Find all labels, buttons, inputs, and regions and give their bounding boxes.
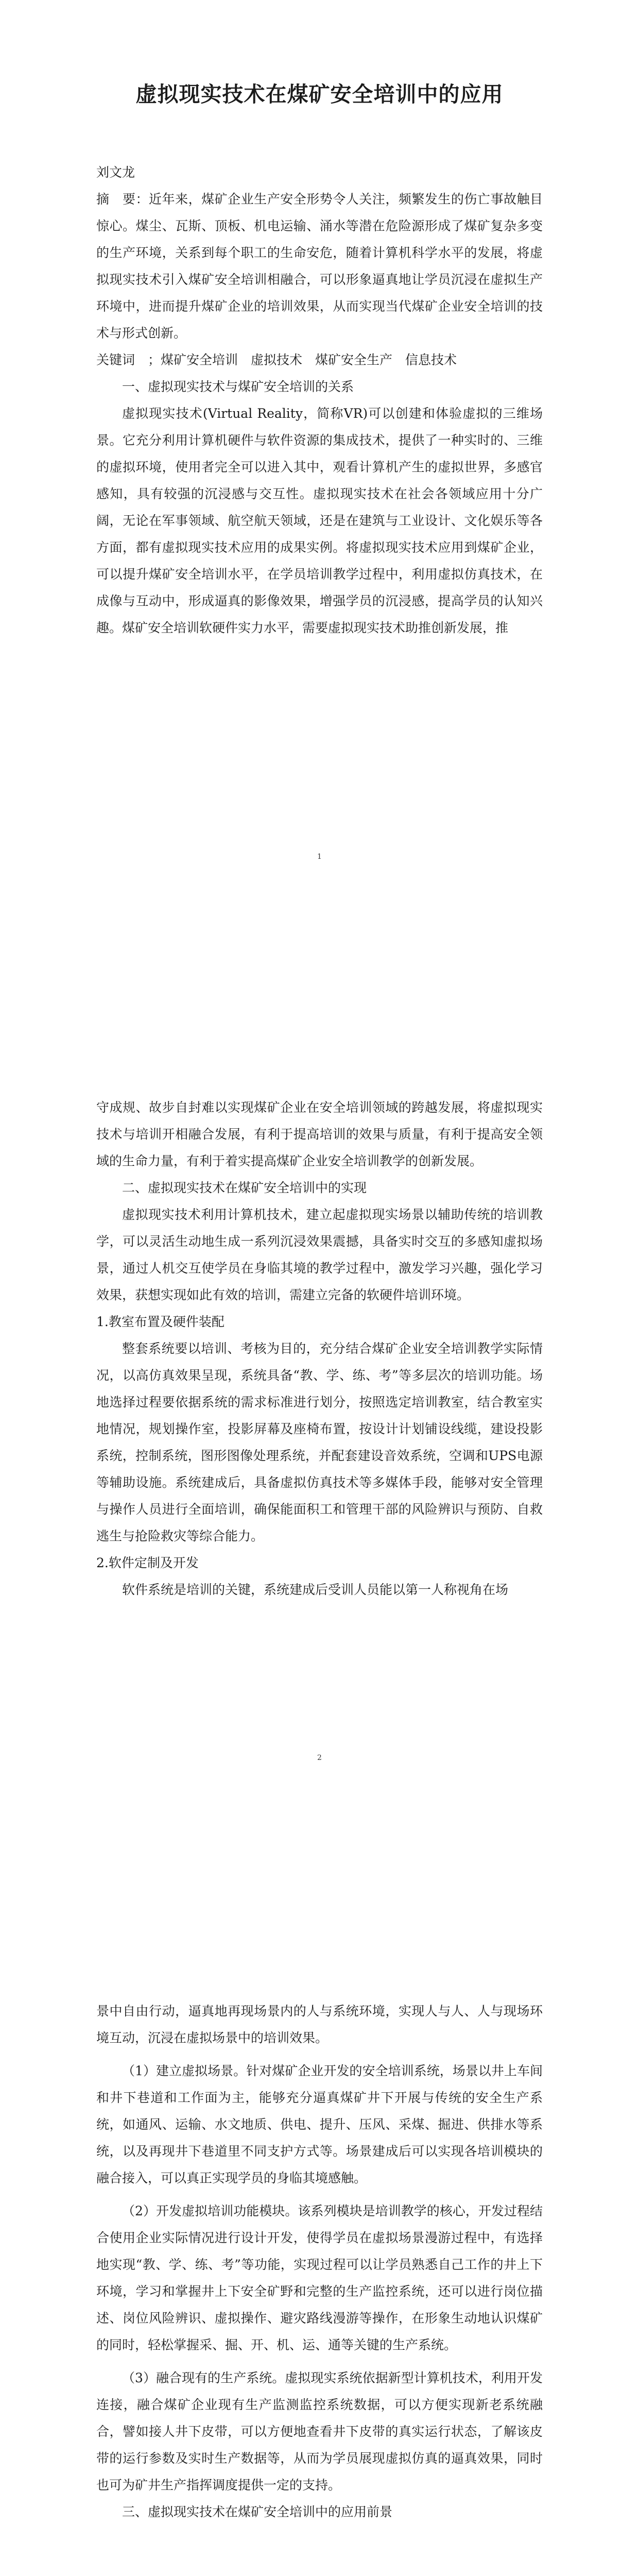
document-page-3 [0,1807,639,2576]
page-1-content [96,77,543,641]
paragraph-continuation: 景中自由行动，逼真地再现场景内的人与系统环境，实现人与人、人与现场环境互动，沉浸在虚拟场景中的培训效果。 [96,2004,543,2045]
section-1-paragraph: 虚拟现实技术(Virtual Reality，简称VR)可以创建和体验虚拟的三维场景。它充分利用计算机硬件与软件资源的集成技术，提供了一种实时的、三维的虚拟环境，使用者完全可以进入其中，观看计算机产生的虚拟世界，多感官感知，具有较强的沉浸感与交互性。虚拟现实技术在社会各领域应用十分广阔，无论在军事领域、航空航天领域，还是在建筑与工业设计、文化娱乐等各方面，都有虚拟现实技术应用的成果实例。将虚拟现实技术应用到煤矿企业，可以提升煤矿安全培训水平，在学员培训教学过程中，利用虚拟仿真技术，在成像与互动中，形成逼真的影像效果，增强学员的沉浸感，提高学员的认知兴趣。煤矿安全培训软硬件实力水平，需要虚拟现实技术助推创新发展，推 [96,406,543,635]
page-number: 1 [317,853,322,861]
section-2-heading: 二、虚拟现实技术在煤矿安全培训中的实现 [122,1180,367,1195]
document-title: 虚拟现实技术在煤矿安全培训中的应用 [135,82,504,107]
paragraph-continuation: 守成规、故步自封难以实现煤矿企业在安全培训领域的跨越发展，将虚拟现实技术与培训开相融合发展，有利于提高培训的效果与质量，有利于提高安全领域的生命力量，有利于着实提高煤矿企业安全培训教学的创新发展。 [96,1100,543,1168]
document-page-1 [0,0,639,904]
subsection-1-paragraph: 整套系统要以培训、考核为目的，充分结合煤矿企业安全培训教学实际情况，以高仿真效果呈现，系统具备“教、学、练、考”等多层次的培训功能。场地选择过程要依据系统的需求标准进行划分，按照选定培训教室，结合教室实地情况，规划操作室，投影屏幕及座椅布置，按设计计划铺设线缆，建设投影系统，控制系统，图形图像处理系统，并配套建设音效系统，空调和UPS电源等辅助设施。系统建成后，具备虚拟仿真技术等多媒体手段，能够对安全管理与操作人员进行全面培训，确保能面积工和管理干部的风险辨识与预防、自救逃生与抢险救灾等综合能力。 [96,1341,543,1544]
section-3-heading: 三、虚拟现实技术在煤矿安全培训中的应用前景 [122,2504,393,2519]
keywords: 关键词 ；煤矿安全培训 虚拟技术 煤矿安全生产 信息技术 [96,352,457,367]
abstract: 摘 要：近年来，煤矿企业生产安全形势令人关注，频繁发生的伤亡事故触目惊心。煤尘、瓦斯、顶板、机电运输、涌水等潜在危险源形成了煤矿复杂多变的生产环境，关系到每个职工的生命安危，随着计算机科学水平的发展，将虚拟现实技术引入煤矿安全培训相融合，可以形象逼真地让学员沉浸在虚拟生产环境中，进而提升煤矿企业的培训效果，从而实现当代煤矿企业安全培训的技术与形式创新。 [96,192,543,341]
page-2-content [96,1094,543,1603]
page-3-content [96,1998,543,2526]
section-1-heading: 一、虚拟现实技术与煤矿安全培训的关系 [122,379,354,394]
section-2-paragraph: 虚拟现实技术利用计算机技术，建立起虚拟现实场景以辅助传统的培训教学，可以灵活生动地生成一系列沉浸效果震撼，具备实时交互的多感知虚拟场景，通过人机交互使学员在身临其境的教学过程中，激发学习兴趣，强化学习效果，获想实现如此有效的培训，需建立完备的软硬件培训环境。 [96,1207,543,1302]
subsection-1-heading: 1.教室布置及硬件装配 [96,1314,224,1329]
author-name: 刘文龙 [96,165,135,180]
subsection-2-paragraph: 软件系统是培训的关键，系统建成后受训人员能以第一人称视角在场 [122,1582,509,1597]
list-item-3: （3）融合现有的生产系统。虚拟现实系统依据新型计算机技术，利用开发连接，融合煤矿企业现有生产监测监控系统数据，可以方便实现新老系统融合，譬如接人井下皮带，可以方便地查看井下皮带的真实运行状态，了解该皮带的运行参数及实时生产数据等，从而为学员展现虚拟仿真的逼真效果，同时也可为矿井生产指挥调度提供一定的支持。 [96,2370,543,2493]
subsection-2-heading: 2.软件定制及开发 [96,1555,199,1570]
page-number: 2 [317,1754,322,1762]
list-item-1: （1）建立虚拟场景。针对煤矿企业开发的安全培训系统，场景以井上车间和井下巷道和工作面为主，能够充分逼真煤矿井下开展与传统的安全生产系统，如通风、运输、水文地质、供电、提升、压风、采煤、掘进、供排水等系统，以及再现井下巷道里不同支护方式等。场景建成后可以实现各培训模块的融合接入，可以真正实现学员的身临其境感触。 [96,2063,543,2185]
document-page-2 [0,904,639,1807]
list-item-2: （2）开发虚拟培训功能模块。该系列模块是培训教学的核心，开发过程结合使用企业实际情况进行设计开发，使得学员在虚拟场景漫游过程中，有选择地实现“教、学、练、考”等功能，实现过程可以让学员熟悉自己工作的井上下环境，学习和掌握井上下安全矿野和完整的生产监控系统，还可以进行岗位描述、岗位风险辨识、虚拟操作、避灾路线漫游等操作，在形象生动地认识煤矿的同时，轻松掌握采、掘、开、机、运、通等关键的生产系统。 [96,2204,543,2352]
